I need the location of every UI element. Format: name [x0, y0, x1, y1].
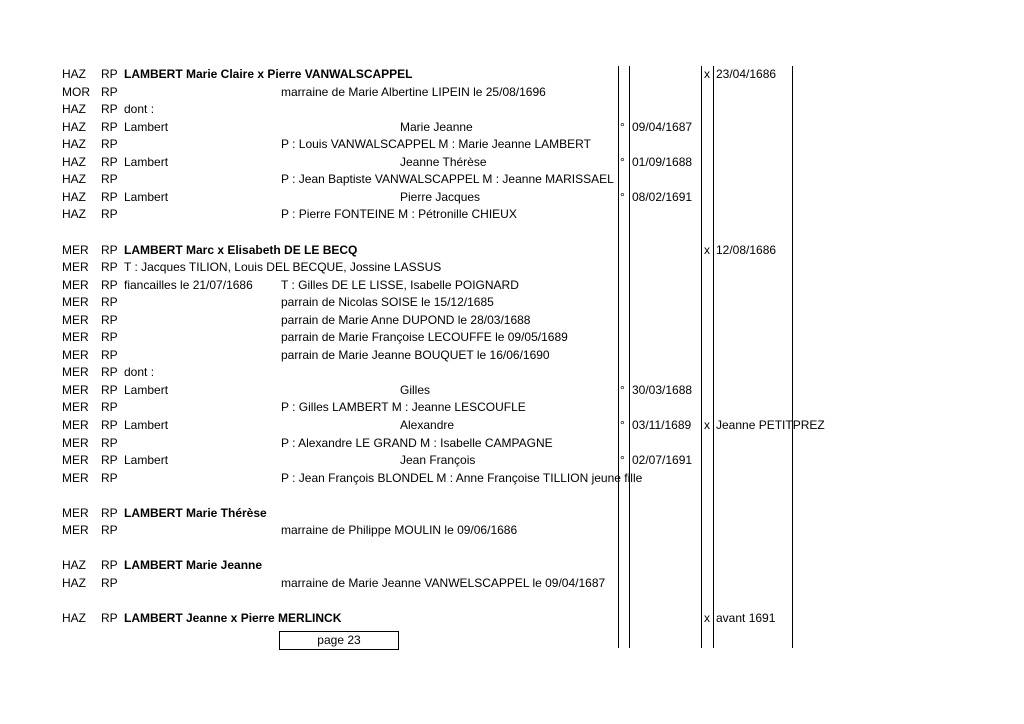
parish-code: MOR — [62, 84, 90, 99]
parish-code: HAZ — [62, 154, 86, 169]
parish-code: MER — [62, 295, 89, 310]
detail-cell: P : Jean François BLONDEL M : Anne Françoise TILLION jeune fille — [281, 470, 643, 485]
register-code: RP — [101, 154, 118, 169]
marriage-mark: x — [704, 242, 710, 257]
register-code: RP — [101, 260, 118, 275]
given-name-cell: Jean François — [400, 453, 476, 468]
name-cell: LAMBERT Jeanne x Pierre MERLINCK — [124, 611, 342, 626]
table-row — [0, 189, 1024, 206]
parish-code: MER — [62, 260, 89, 275]
table-row — [0, 312, 1024, 329]
table-row — [0, 294, 1024, 311]
parish-code: MER — [62, 382, 89, 397]
detail-cell: parrain de Marie Jeanne BOUQUET le 16/06/1690 — [281, 347, 550, 362]
register-code: RP — [101, 558, 118, 573]
event-cell: 12/08/1686 — [716, 242, 777, 257]
parish-code: HAZ — [62, 575, 86, 590]
register-code: RP — [101, 277, 118, 292]
register-code: RP — [101, 611, 118, 626]
register-code: RP — [101, 172, 118, 187]
register-code: RP — [101, 400, 118, 415]
parish-code: MER — [62, 453, 89, 468]
table-row — [0, 575, 1024, 592]
baptism-date: 08/02/1691 — [632, 189, 693, 204]
table-row — [0, 242, 1024, 259]
name-cell: Lambert — [124, 418, 169, 432]
parish-code: MER — [62, 435, 89, 450]
table-row — [0, 347, 1024, 364]
table-row — [0, 382, 1024, 399]
table-row — [0, 259, 1024, 276]
parish-code: MER — [62, 242, 89, 257]
register-code: RP — [101, 119, 118, 134]
register-code: RP — [101, 470, 118, 485]
baptism-date: 03/11/1689 — [632, 418, 692, 432]
table-row — [0, 399, 1024, 416]
table-row — [0, 470, 1024, 487]
detail-cell: parrain de Marie Françoise LECOUFFE le 09/05/1689 — [281, 330, 568, 345]
column-rule — [792, 66, 793, 648]
parish-code: HAZ — [62, 102, 86, 117]
table-row — [0, 171, 1024, 188]
baptism-mark: ° — [620, 453, 625, 468]
name-cell: T : Jacques TILION, Louis DEL BECQUE, Jossine LASSUS — [124, 260, 442, 275]
given-name-cell: Jeanne Thérèse — [400, 154, 487, 169]
name-cell: fiancailles le 21/07/1686 — [124, 277, 253, 292]
detail-cell: marraine de Marie Jeanne VANWELSCAPPEL le 09/04/1687 — [281, 575, 606, 590]
register-code: RP — [101, 418, 118, 432]
parish-code: HAZ — [62, 189, 86, 204]
detail-cell: marraine de Philippe MOULIN le 09/06/1686 — [281, 523, 518, 538]
parish-code: MER — [62, 330, 89, 345]
column-rule — [713, 66, 714, 648]
column-rule — [629, 66, 630, 648]
register-code: RP — [101, 505, 118, 520]
baptism-date: 30/03/1688 — [632, 382, 693, 397]
name-cell: Lambert — [124, 154, 169, 169]
detail-cell: P : Pierre FONTEINE M : Pétronille CHIEUX — [281, 207, 517, 222]
parish-code: HAZ — [62, 611, 86, 626]
detail-cell: T : Gilles DE LE LISSE, Isabelle POIGNARD — [281, 277, 519, 292]
baptism-mark: ° — [620, 154, 625, 169]
table-row — [0, 417, 1024, 434]
name-cell: Lambert — [124, 382, 169, 397]
register-code: RP — [101, 330, 118, 345]
baptism-mark: ° — [620, 119, 625, 134]
detail-cell: P : Gilles LAMBERT M : Jeanne LESCOUFLE — [281, 400, 526, 415]
name-cell: LAMBERT Marie Jeanne — [124, 558, 263, 573]
register-code: RP — [101, 207, 118, 222]
detail-cell: P : Jean Baptiste VANWALSCAPPEL M : Jeanne MARISSAEL — [281, 172, 614, 187]
table-row — [0, 435, 1024, 452]
register-code: RP — [101, 453, 118, 468]
detail-cell: P : Louis VANWALSCAPPEL M : Marie Jeanne LAMBERT — [281, 137, 591, 152]
parish-code: MER — [62, 365, 89, 380]
table-row — [0, 557, 1024, 574]
baptism-date: 01/09/1688 — [632, 154, 693, 169]
table-row — [0, 119, 1024, 136]
register-code: RP — [101, 67, 118, 81]
given-name-cell: Gilles — [400, 382, 431, 397]
marriage-mark: x — [704, 418, 710, 432]
register-code: RP — [101, 295, 118, 310]
table-row — [0, 206, 1024, 223]
table-row — [0, 66, 1024, 83]
baptism-date: 02/07/1691 — [632, 453, 693, 468]
table-row — [0, 84, 1024, 101]
name-cell: Lambert — [124, 453, 169, 468]
marriage-mark: x — [704, 611, 710, 626]
register-code: RP — [101, 312, 118, 327]
marriage-mark: x — [704, 67, 710, 81]
column-rule — [618, 66, 619, 648]
name-cell: LAMBERT Marc x Elisabeth DE LE BECQ — [124, 242, 358, 257]
column-rule — [701, 66, 702, 648]
event-cell: avant 1691 — [716, 611, 776, 626]
detail-cell: P : Alexandre LE GRAND M : Isabelle CAMPAGNE — [281, 435, 553, 450]
register-code: RP — [101, 523, 118, 538]
register-code: RP — [101, 347, 118, 362]
register-code: RP — [101, 382, 118, 397]
parish-code: HAZ — [62, 119, 86, 134]
register-code: RP — [101, 189, 118, 204]
register-code: RP — [101, 102, 118, 117]
detail-cell: marraine de Marie Albertine LIPEIN le 25/08/1696 — [281, 84, 546, 99]
parish-code: HAZ — [62, 172, 86, 187]
baptism-mark: ° — [620, 418, 625, 432]
parish-code: MER — [62, 523, 89, 538]
given-name-cell: Alexandre — [400, 418, 455, 432]
parish-code: HAZ — [62, 207, 86, 222]
detail-cell: parrain de Nicolas SOISE le 15/12/1685 — [281, 295, 494, 310]
page-number: page 23 — [279, 631, 399, 650]
name-cell: dont : — [124, 365, 155, 380]
table-row — [0, 154, 1024, 171]
register-code: RP — [101, 575, 118, 590]
name-cell: LAMBERT Marie Claire x Pierre VANWALSCAPPEL — [124, 67, 413, 81]
name-cell: Lambert — [124, 119, 169, 134]
table-row — [0, 136, 1024, 153]
parish-code: MER — [62, 400, 89, 415]
baptism-mark: ° — [620, 382, 625, 397]
parish-code: MER — [62, 505, 89, 520]
parish-code: MER — [62, 418, 89, 432]
event-cell: Jeanne PETITPREZ — [716, 418, 825, 432]
parish-code: HAZ — [62, 137, 86, 152]
detail-cell: parrain de Marie Anne DUPOND le 28/03/1688 — [281, 312, 531, 327]
table-row — [0, 277, 1024, 294]
register-code: RP — [101, 435, 118, 450]
given-name-cell: Marie Jeanne — [400, 119, 473, 134]
baptism-date: 09/04/1687 — [632, 119, 693, 134]
parish-code: MER — [62, 312, 89, 327]
baptism-mark: ° — [620, 189, 625, 204]
table-row — [0, 505, 1024, 522]
name-cell: LAMBERT Marie Thérèse — [124, 505, 267, 520]
register-code: RP — [101, 137, 118, 152]
table-row — [0, 522, 1024, 539]
parish-code: MER — [62, 470, 89, 485]
parish-code: MER — [62, 347, 89, 362]
register-code: RP — [101, 242, 118, 257]
name-cell: Lambert — [124, 189, 169, 204]
table-row — [0, 329, 1024, 346]
parish-code: MER — [62, 277, 89, 292]
table-row — [0, 364, 1024, 381]
table-row — [0, 101, 1024, 118]
parish-code: HAZ — [62, 67, 86, 81]
register-code: RP — [101, 365, 118, 380]
table-row — [0, 452, 1024, 469]
register-code: RP — [101, 84, 118, 99]
event-cell: 23/04/1686 — [716, 67, 777, 81]
name-cell: dont : — [124, 102, 155, 117]
given-name-cell: Pierre Jacques — [400, 189, 481, 204]
table-row — [0, 610, 1024, 627]
parish-code: HAZ — [62, 558, 86, 573]
